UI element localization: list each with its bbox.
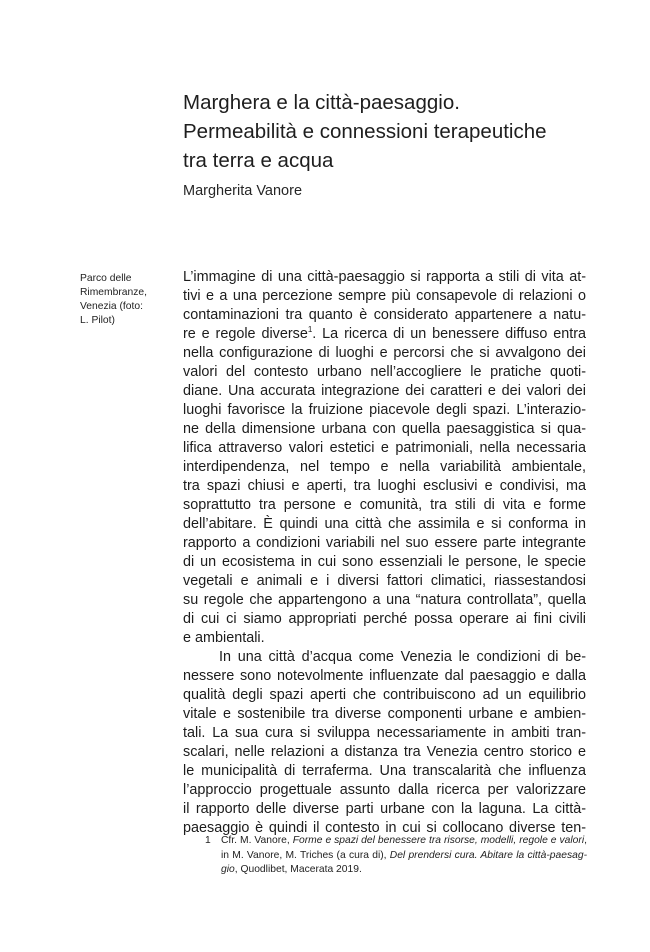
body-line: rapporto a condizioni variabili nel suo essere parte integrante	[183, 535, 586, 551]
body-line: tali. La sua cura si sviluppa necessariamente in ambiti tran-	[183, 725, 586, 741]
body-line: nessere sono notevolmente influenzate dal paesaggio e dalla	[183, 668, 586, 684]
body-line: il rapporto delle diverse parti urbane con la laguna. La città-	[183, 801, 586, 817]
caption-line: Parco delle	[80, 273, 132, 284]
body-line: di un ecosistema in cui sono essenziali le persone, le specie	[183, 554, 586, 570]
body-line: scalari, nelle relazioni a distanza tra Venezia centro storico e	[183, 744, 586, 760]
body-line: luoghi favorisce la fruizione piacevole degli spazi. L’interazio-	[183, 402, 586, 418]
footnote-text-segment: in M. Vanore, M. Triches (a cura di),	[221, 849, 390, 861]
caption-line: L. Pilot)	[80, 315, 115, 326]
body-line: le municipalità di terraferma. Una transcalarità che influenza	[183, 763, 586, 779]
title-line: Marghera e la città-paesaggio.	[183, 91, 460, 114]
title-line: tra terra e acqua	[183, 149, 334, 172]
body-line: In una città d’acqua come Venezia le condizioni di be-	[219, 649, 586, 665]
body-line: e ambientali.	[183, 630, 265, 646]
body-line: valori del contesto urbano nell’accogliere le pratiche quoti-	[183, 364, 586, 380]
body-line: lifica attraverso valori estetici e patrimoniali, nella necessaria	[183, 440, 586, 456]
body-line: L’immagine di una città-paesaggio si rapporta a stili di vita at-	[183, 269, 586, 285]
body-line: qualità degli spazi aperti che contribuiscono ad un equilibrio	[183, 687, 586, 703]
footnote-title-italic: gio	[221, 864, 235, 875]
body-line: ne della dimensione urbana con quella paesaggistica si qua-	[183, 421, 586, 437]
article-title	[183, 88, 623, 175]
footnote-text-segment: , Quodlibet, Macerata 2019.	[234, 864, 362, 875]
footnote-title-italic: Forme e spazi del benessere tra risorse, modelli, regole e valori	[292, 835, 585, 846]
body-line: vegetali e animali e i diversi fattori climatici, riassestandosi	[183, 573, 586, 589]
body-line: vitale e sostenibile tra diverse componenti urbane e ambien-	[183, 706, 586, 722]
footnote-reference[interactable]: 1	[307, 325, 313, 334]
body-line: dell’abitare. È quindi una città che assimila e si conforma in	[183, 516, 586, 532]
body-line: tra spazi chiusi e aperti, tra luoghi esclusivi e condivisi, ma	[183, 478, 586, 494]
body-line: paesaggio è quindi il contesto in cui si collocano diverse ten-	[183, 820, 586, 836]
body-text	[183, 268, 586, 838]
body-line: l’approccio progettuale assunto dalla ricerca per valorizzare	[183, 782, 586, 798]
caption-line: Rimembranze,	[80, 287, 147, 298]
body-line: su regole che appartengono a una “natura controllata”, quella	[183, 592, 586, 608]
body-line: nella configurazione di luoghi e percorsi che si avvalgono dei	[183, 345, 586, 361]
footnote-number: 1	[205, 835, 211, 846]
body-line-tail: . La ricerca di un benessere diffuso entra	[312, 326, 586, 342]
footnote-text-segment: ,	[584, 835, 587, 846]
body-line: tivi e a una percezione sempre più consapevole di relazioni o	[183, 288, 586, 304]
author-name: Margherita Vanore	[183, 183, 303, 199]
footnote-line	[221, 849, 587, 864]
body-line: contaminazioni tra quanto è considerato appartenere a natu-	[183, 307, 586, 323]
caption-line: Venezia (foto:	[80, 301, 143, 312]
body-line: di cui ci siamo appropriati perché possa operare ai fini civili	[183, 611, 586, 627]
footnote-text-segment: Cfr. M. Vanore,	[221, 835, 293, 846]
body-line-with-footnote-ref	[183, 325, 586, 344]
footnote-line	[221, 834, 587, 849]
body-line: soprattutto tra persone e comunità, tra stili di vita e forme	[183, 497, 586, 513]
title-line: Permeabilità e connessioni terapeutiche	[183, 120, 547, 143]
footnote-line	[221, 863, 587, 878]
body-line: diane. Una accurata integrazione dei caratteri e dei valori dei	[183, 383, 586, 399]
body-line-head: re e regole diverse	[183, 326, 308, 342]
photo-caption	[80, 272, 170, 328]
footnote-text	[221, 834, 587, 878]
footnote-title-italic: Del prendersi cura. Abitare la città-paesag-	[389, 849, 587, 861]
body-line: interdipendenza, nel tempo e nella variabilità ambientale,	[183, 459, 586, 475]
